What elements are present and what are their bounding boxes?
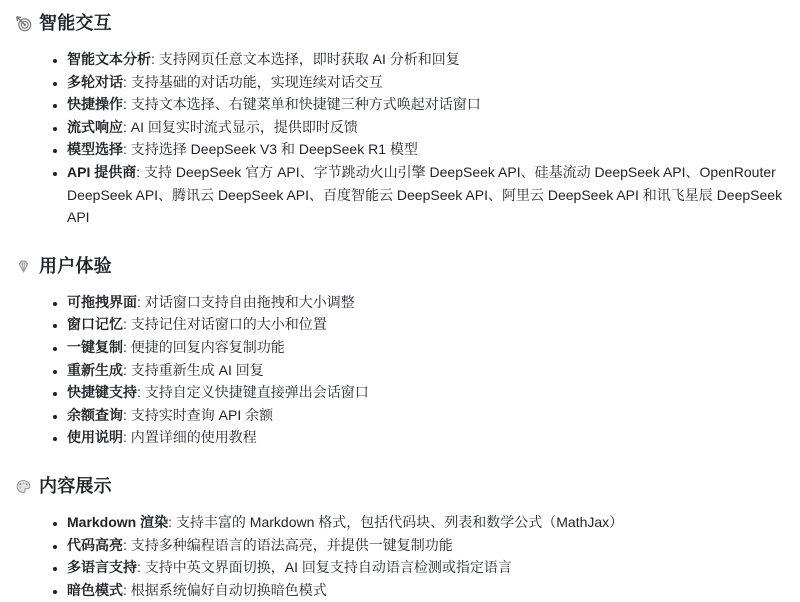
label-separator: : — [123, 581, 131, 598]
palette-icon — [15, 478, 32, 495]
feature-label: 快捷操作 — [67, 96, 123, 113]
feature-item — [67, 71, 790, 94]
feature-text: 支持丰富的 Markdown 格式，包括代码块、列表和数学公式（MathJax） — [175, 513, 624, 530]
feature-label: 模型选择 — [67, 141, 123, 158]
feature-label: 多轮对话 — [67, 73, 123, 90]
feature-label: 暗色模式 — [67, 581, 123, 598]
feature-label: Markdown 渲染 — [67, 513, 169, 530]
feature-label: 智能文本分析 — [67, 51, 151, 67]
section-heading — [15, 474, 790, 499]
target-icon — [15, 15, 32, 32]
feature-item — [67, 116, 790, 139]
feature-label: 可拖拽界面 — [67, 293, 137, 310]
feature-label: 使用说明 — [67, 429, 123, 446]
feature-item — [67, 556, 790, 579]
feature-list — [15, 291, 790, 449]
label-separator: : — [137, 384, 145, 401]
section-title: 内容展示 — [39, 475, 112, 496]
feature-item — [67, 579, 790, 602]
feature-label: 窗口记忆 — [67, 316, 123, 333]
feature-text: 支持选择 DeepSeek V3 和 DeepSeek R1 模型 — [130, 141, 418, 158]
feature-item — [67, 359, 790, 382]
label-separator: : — [123, 429, 131, 446]
label-separator: : — [123, 406, 131, 423]
feature-text: 支持 DeepSeek 官方 API、字节跳动火山引擎 DeepSeek API、硅基流动 DeepSeek API、OpenRouter DeepSeek API、腾讯云 DeepSeek API、百度智能云 DeepSeek API、阿里云 DeepSeek API 和讯飞星辰 DeepSeek API — [67, 163, 783, 226]
feature-item — [67, 534, 790, 557]
feature-text: 支持基础的对话功能，实现连续对话交互 — [130, 73, 383, 90]
label-separator: : — [123, 118, 131, 135]
feature-label: 余额查询 — [67, 406, 123, 423]
feature-label: 快捷键支持 — [67, 384, 137, 401]
section-heading — [15, 254, 790, 279]
label-separator: : — [123, 316, 131, 333]
gem-icon — [15, 258, 32, 275]
feature-item — [67, 138, 790, 161]
feature-text: AI 回复实时流式显示，提供即时反馈 — [130, 118, 358, 135]
feature-text: 支持记住对话窗口的大小和位置 — [130, 316, 327, 333]
feature-list — [15, 48, 790, 229]
feature-text: 支持自定义快捷键直接弹出会话窗口 — [144, 384, 369, 401]
feature-label: 代码高亮 — [67, 536, 123, 553]
label-separator: : — [151, 51, 159, 67]
feature-item — [67, 426, 790, 449]
feature-item — [67, 161, 790, 229]
feature-label: 重新生成 — [67, 361, 123, 378]
feature-item — [67, 93, 790, 116]
feature-text: 支持实时查询 API 余额 — [130, 406, 274, 423]
feature-text: 对话窗口支持自由拖拽和大小调整 — [144, 293, 355, 310]
feature-text: 便捷的回复内容复制功能 — [130, 338, 285, 355]
feature-text: 根据系统偏好自动切换暗色模式 — [130, 581, 327, 598]
label-separator: : — [123, 141, 131, 158]
feature-item — [67, 381, 790, 404]
feature-item — [67, 336, 790, 359]
feature-doc — [15, 11, 790, 601]
label-separator: : — [123, 96, 131, 113]
feature-label: 流式响应 — [67, 118, 123, 135]
feature-item — [67, 511, 790, 534]
label-separator: : — [123, 361, 131, 378]
label-separator: : — [137, 559, 145, 576]
feature-item — [67, 404, 790, 427]
section-title: 智能交互 — [39, 13, 112, 33]
feature-text: 支持多种编程语言的语法高亮，并提供一键复制功能 — [130, 536, 453, 553]
label-separator: : — [136, 163, 145, 180]
feature-item — [67, 291, 790, 314]
label-separator: : — [123, 338, 131, 355]
feature-text: 支持重新生成 AI 回复 — [130, 361, 264, 378]
feature-text: 支持中英文界面切换，AI 回复支持自动语言检测或指定语言 — [144, 559, 512, 576]
label-separator: : — [123, 73, 131, 90]
feature-label: 一键复制 — [67, 338, 123, 355]
feature-label: 多语言支持 — [67, 559, 137, 576]
feature-item — [67, 313, 790, 336]
section-title: 用户体验 — [39, 255, 112, 276]
section-heading — [15, 11, 790, 36]
feature-item — [67, 48, 790, 71]
label-separator: : — [168, 513, 176, 530]
feature-list — [15, 511, 790, 601]
feature-text: 支持文本选择、右键菜单和快捷键三种方式唤起对话窗口 — [130, 96, 481, 113]
feature-text: 内置详细的使用教程 — [130, 429, 257, 446]
feature-label: API 提供商 — [67, 163, 137, 180]
label-separator: : — [137, 293, 145, 310]
feature-text: 支持网页任意文本选择，即时获取 AI 分析和回复 — [158, 51, 460, 67]
label-separator: : — [123, 536, 131, 553]
